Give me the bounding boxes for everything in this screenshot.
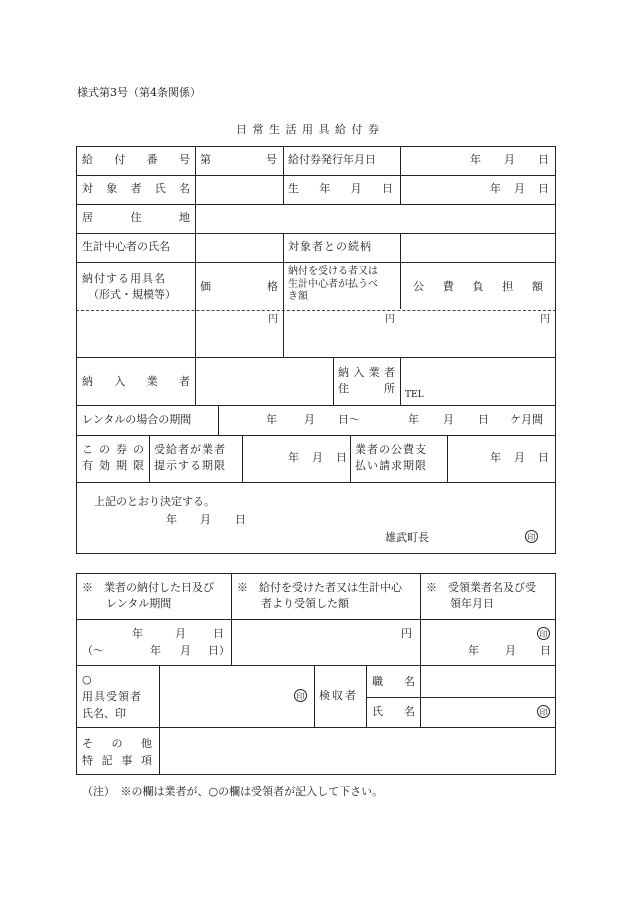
col1-end-year: 年 bbox=[150, 644, 161, 657]
rental-from-month: 月 bbox=[304, 413, 315, 426]
rental-to-year: 年 bbox=[408, 413, 419, 426]
public-burden-label: 公 費 負 担 額 bbox=[413, 280, 543, 293]
other-label-line2: 特 記 事 項 bbox=[82, 754, 152, 767]
decision-day: 日 bbox=[235, 513, 246, 526]
copay-label: 納付を受ける者又は 生計中心者が払うべ き額 bbox=[288, 266, 378, 302]
rental-period-label: レンタルの場合の期間 bbox=[82, 413, 192, 426]
name-label: 氏 名 bbox=[372, 705, 415, 718]
other-label-line1: そ の 他 bbox=[82, 737, 152, 750]
present-label-line2: 提示する期限 bbox=[154, 459, 226, 472]
billing-date-year: 年 bbox=[490, 451, 501, 464]
item-name-label-line1: 納付する用具名 bbox=[82, 272, 166, 285]
receiver-seal-icon: 印 bbox=[294, 689, 307, 702]
billing-label-line1: 業者の公費支 bbox=[355, 443, 427, 456]
billing-date-day: 日 bbox=[538, 451, 549, 464]
birth-date-label: 生 年 月 日 bbox=[288, 182, 393, 195]
copay-yen: 円 bbox=[385, 314, 395, 325]
rental-from-day: 日〜 bbox=[338, 413, 360, 426]
col3-year: 年 bbox=[468, 644, 479, 657]
col3-day: 日 bbox=[540, 644, 551, 657]
address-label: 居 住 地 bbox=[82, 211, 190, 224]
col3-header-line2: 領年月日 bbox=[450, 597, 494, 610]
tel-label: TEL bbox=[405, 390, 424, 400]
mayor-label: 雄武町長 bbox=[385, 531, 429, 544]
present-date-month: 月 bbox=[312, 451, 323, 464]
decision-year: 年 bbox=[166, 513, 177, 526]
col1-end-day: 日） bbox=[208, 644, 230, 657]
col2-yen: 円 bbox=[401, 627, 412, 640]
vendor-label: 納 入 業 者 bbox=[82, 375, 190, 388]
birth-date-year: 年 bbox=[490, 182, 501, 195]
public-burden-yen: 円 bbox=[540, 314, 550, 325]
rental-to-month: 月 bbox=[443, 413, 454, 426]
present-date-day: 日 bbox=[336, 451, 347, 464]
col1-end-month: 月 bbox=[180, 644, 191, 657]
billing-date-month: 月 bbox=[514, 451, 525, 464]
main-form bbox=[76, 146, 556, 554]
col1-header-line1: ※ 業者の納付した日及び bbox=[82, 581, 214, 594]
vendor-address-label-line2: 住 所 bbox=[338, 382, 395, 395]
decision-month: 月 bbox=[200, 513, 211, 526]
validity-label-line2: 有 効 期 限 bbox=[82, 459, 144, 472]
voucher-number-suffix: 号 bbox=[266, 153, 277, 166]
issue-date-label: 給付券発行年月日 bbox=[288, 153, 376, 166]
col1-month: 月 bbox=[175, 627, 186, 640]
billing-label-line2: 払い請求期限 bbox=[355, 459, 427, 472]
birth-date-month: 月 bbox=[514, 182, 525, 195]
receiver-mark: ○ bbox=[82, 673, 92, 686]
present-label-line1: 受給者が業者 bbox=[154, 443, 226, 456]
footnote: （注） ※の欄は業者が、○の欄は受領者が記入して下さい。 bbox=[82, 785, 384, 798]
inspector-label: 検収者 bbox=[319, 689, 358, 702]
voucher-number-label: 給 付 番 号 bbox=[82, 153, 190, 166]
receiver-label-line2: 氏名、印 bbox=[82, 707, 126, 720]
rental-from-year: 年 bbox=[266, 413, 277, 426]
price-yen: 円 bbox=[268, 314, 278, 325]
post-label: 職 名 bbox=[372, 675, 415, 688]
voucher-number-prefix: 第 bbox=[200, 153, 211, 166]
receiver-label-line1: 用具受領者 bbox=[82, 690, 142, 703]
price-label: 価 格 bbox=[200, 280, 278, 293]
col2-header-line1: ※ 給付を受けた者又は生計中心 bbox=[237, 581, 402, 594]
issue-date-year: 年 bbox=[470, 153, 481, 166]
col1-year: 年 bbox=[132, 627, 143, 640]
birth-date-day: 日 bbox=[538, 182, 549, 195]
present-date-year: 年 bbox=[288, 451, 299, 464]
mayor-seal-icon: 印 bbox=[525, 530, 538, 543]
col1-header-line2: レンタル期間 bbox=[106, 597, 172, 610]
validity-label-line1: こ の 券 の bbox=[82, 443, 144, 456]
form-number: 様式第3号（第4条関係） bbox=[77, 86, 201, 99]
col3-month: 月 bbox=[505, 644, 516, 657]
household-head-label: 生計中心者の氏名 bbox=[82, 240, 170, 253]
item-name-label-line2: （形式・規模等） bbox=[88, 288, 176, 301]
vendor-address-label-line1: 納 入 業 者 bbox=[338, 366, 395, 379]
inspector-seal-icon: 印 bbox=[537, 705, 550, 718]
col3-seal-icon: 印 bbox=[537, 627, 550, 640]
page-title: 日 常 生 活 用 具 給 付 券 bbox=[236, 123, 380, 136]
decision-text: 上記のとおり決定する。 bbox=[94, 495, 215, 508]
issue-date-month: 月 bbox=[504, 153, 515, 166]
col3-header-line1: ※ 受領業者名及び受 bbox=[426, 581, 536, 594]
issue-date-day: 日 bbox=[538, 153, 549, 166]
col2-header-line2: 者より受領した額 bbox=[261, 597, 349, 610]
rental-months: ケ月間 bbox=[510, 413, 543, 426]
subject-name-label: 対 象 者 氏 名 bbox=[82, 182, 190, 195]
col1-day: 日 bbox=[213, 627, 224, 640]
rental-to-day: 日 bbox=[478, 413, 489, 426]
relationship-label: 対象者との続柄 bbox=[288, 240, 372, 253]
col1-end-open: （〜 bbox=[82, 644, 104, 657]
